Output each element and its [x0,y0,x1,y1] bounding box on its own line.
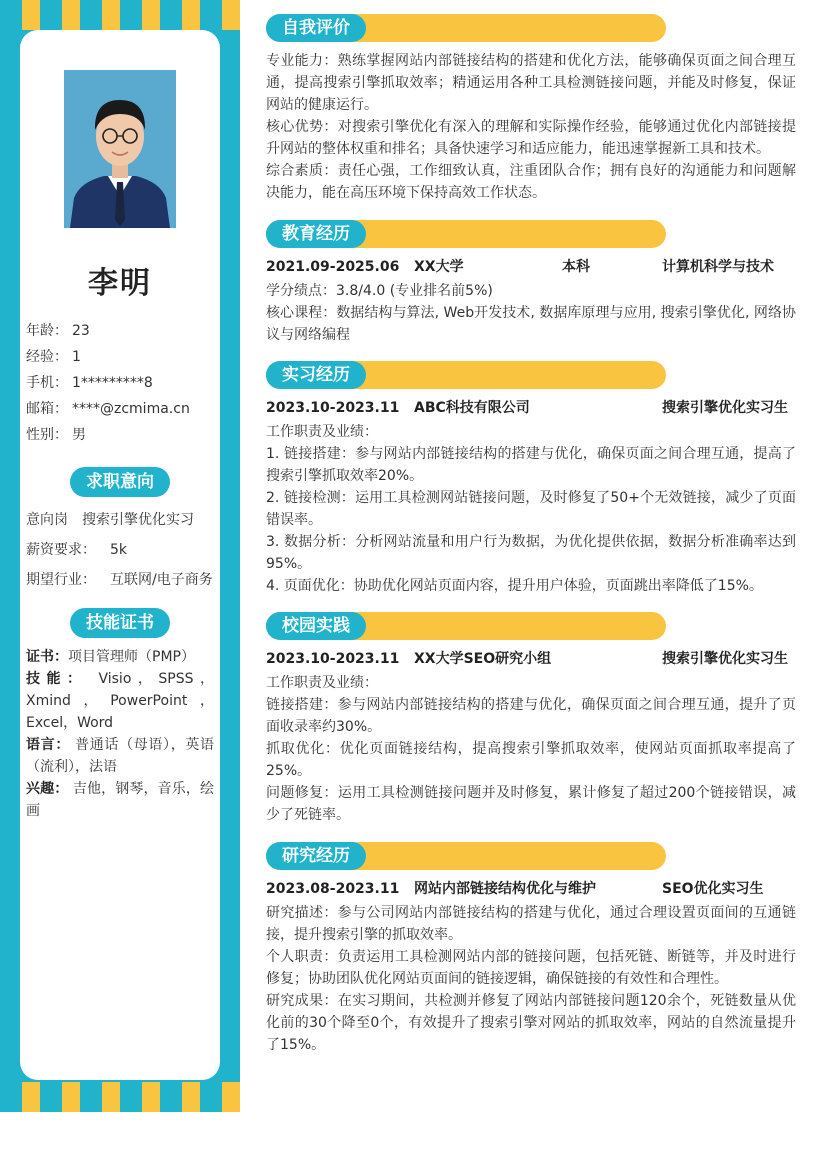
intent-value: 互联网/电子商务 [110,572,213,588]
entry-role: 搜索引擎优化实习生 [662,400,788,416]
skills-heading: 技能证书 [70,608,170,638]
intent-value: 搜索引擎优化实习 [82,512,194,528]
skill-label: 技能： [26,671,88,687]
campus-section [266,612,796,826]
section-header [266,842,796,870]
campus-item: 抓取优化：优化页面链接结构，提高搜索引擎抓取效率，使网站页面抓取率提高了25%。 [266,741,796,779]
profile-photo [64,70,176,228]
entry-degree: 本科 [562,259,590,275]
entry-date: 2023.10-2023.11 [266,400,400,416]
job-intent [26,510,216,600]
research-duty: 个人职责：负责运用工具检测网站内部的链接问题，包括死链、断链等，并及时进行修复；协助团队优化网站页面间的链接逻辑，确保链接的有效性和合理性。 [266,949,796,987]
section-title: 校园实践 [266,612,366,640]
intent-heading: 求职意向 [70,467,170,497]
info-value: 1*********8 [72,375,153,391]
entry-header [266,648,796,670]
entry-date: 2023.10-2023.11 [266,651,400,667]
entry-role: SEO优化实习生 [662,881,764,897]
entry-header [266,256,796,278]
skill-row-tools [26,668,214,734]
section-title: 自我评价 [266,14,366,42]
info-label: 性别： [26,427,68,443]
info-row-gender [26,424,216,450]
skill-label: 语言： [26,737,70,753]
skill-value: 项目管理师（PMP） [68,649,195,665]
internship-section [266,361,796,597]
info-row-age [26,320,216,346]
section-header [266,612,796,640]
info-row-experience [26,346,216,372]
info-value: ****@zcmima.cn [72,401,190,417]
info-label: 年龄： [26,323,68,339]
portrait-image [64,70,176,228]
entry-degree [562,397,662,419]
intent-row-salary [26,540,216,560]
info-label: 经验： [26,349,68,365]
entry-date: 2021.09-2025.06 [266,259,400,275]
campus-item: 链接搭建：参与网站内部链接结构的搭建与优化，确保页面之间合理互通，提升了页面收录率约30%。 [266,697,796,735]
self-eval-professional: 专业能力：熟练掌握网站内部链接结构的搭建和优化方法，能够确保页面之间合理互通，提高搜索引擎抓取效率；精通运用各种工具检测链接问题，并能及时修复，保证网站的健康运行。 [266,53,796,113]
info-label: 邮箱： [26,401,68,417]
info-value: 男 [72,427,86,443]
intent-label: 薪资要求： [26,542,96,558]
section-header [266,220,796,248]
education-section [266,220,796,346]
skill-label: 证书： [26,649,68,665]
info-label: 手机： [26,375,68,391]
section-header [266,361,796,389]
skill-row-certificate [26,646,214,668]
skill-row-hobby [26,778,214,822]
entry-org: ABC科技有限公司 [414,400,530,416]
profile-name: 李明 [88,266,152,301]
skills-list [26,646,214,822]
campus-item: 问题修复：运用工具检测链接问题并及时修复，累计修复了超过200个链接错误，减少了死链率。 [266,785,796,823]
entry-header [266,878,796,900]
research-section [266,842,796,1056]
personal-info [26,320,216,450]
campus-duty-title: 工作职责及业绩： [266,675,378,691]
research-description: 研究描述：参与公司网站内部链接结构的搭建与优化，通过合理设置页面间的互通链接，提升搜索引擎的抓取效率。 [266,905,796,943]
entry-degree [562,648,662,670]
info-value: 23 [72,323,90,339]
entry-org: XX大学 [414,259,464,275]
internship-item: 3. 数据分析：分析网站流量和用户行为数据，为优化提供依据，数据分析准确率达到95%。 [266,534,796,572]
education-gpa: 学分绩点：3.8/4.0 (专业排名前5%) [266,283,493,299]
intent-row-position [26,510,216,530]
intent-row-industry [26,570,216,590]
entry-org: XX大学SEO研究小组 [414,651,552,667]
skill-value: 普通话（母语），英语（流利），法语 [26,737,215,775]
section-title: 研究经历 [266,842,366,870]
self-eval-quality: 综合素质：责任心强，工作细致认真，注重团队合作；拥有良好的沟通能力和问题解决能力，能在高压环境下保持高效工作状态。 [266,163,796,201]
internship-item: 2. 链接检测：运用工具检测网站链接问题，及时修复了50+个无效链接，减少了页面错误率。 [266,490,796,528]
intent-value: 5k [110,542,128,558]
education-courses: 核心课程：数据结构与算法, Web开发技术, 数据库原理与应用, 搜索引擎优化, 网络协议与网络编程 [266,305,796,343]
self-eval-strength: 核心优势：对搜索引擎优化有深入的理解和实际操作经验，能够通过优化内部链接提升网站的整体权重和排名；具备快速学习和适应能力，能迅速掌握新工具和技术。 [266,119,796,157]
internship-item: 4. 页面优化：协助优化网站页面内容，提升用户体验，页面跳出率降低了15%。 [266,578,763,594]
skill-value: 吉他，钢琴，音乐，绘画 [26,781,214,819]
intent-label: 期望行业： [26,572,96,588]
entry-org: 网站内部链接结构优化与维护 [414,881,596,897]
info-row-email [26,398,216,424]
section-title: 实习经历 [266,361,366,389]
section-title: 教育经历 [266,220,366,248]
research-result: 研究成果：在实习期间，共检测并修复了网站内部链接问题120余个，死链数量从优化前的30个降至0个，有效提升了搜索引擎对网站的抓取效率，网站的自然流量提升了15%。 [266,993,796,1053]
internship-item: 1. 链接搭建：参与网站内部链接结构的搭建与优化，确保页面之间合理互通，提高了搜索引擎抓取效率20%。 [266,446,796,484]
entry-header [266,397,796,419]
info-row-phone [26,372,216,398]
internship-duty-title: 工作职责及业绩： [266,424,378,440]
info-value: 1 [72,349,81,365]
section-header [266,14,796,42]
skill-row-language [26,734,214,778]
self-evaluation-section [266,14,796,204]
entry-role: 搜索引擎优化实习生 [662,651,788,667]
intent-label: 意向岗 [26,512,68,528]
skill-label: 兴趣： [26,781,69,797]
entry-date: 2023.08-2023.11 [266,881,400,897]
entry-role: 计算机科学与技术 [662,259,774,275]
skill-value: Visio，SPSS，Xmind，PowerPoint，Excel，Word [26,671,214,731]
